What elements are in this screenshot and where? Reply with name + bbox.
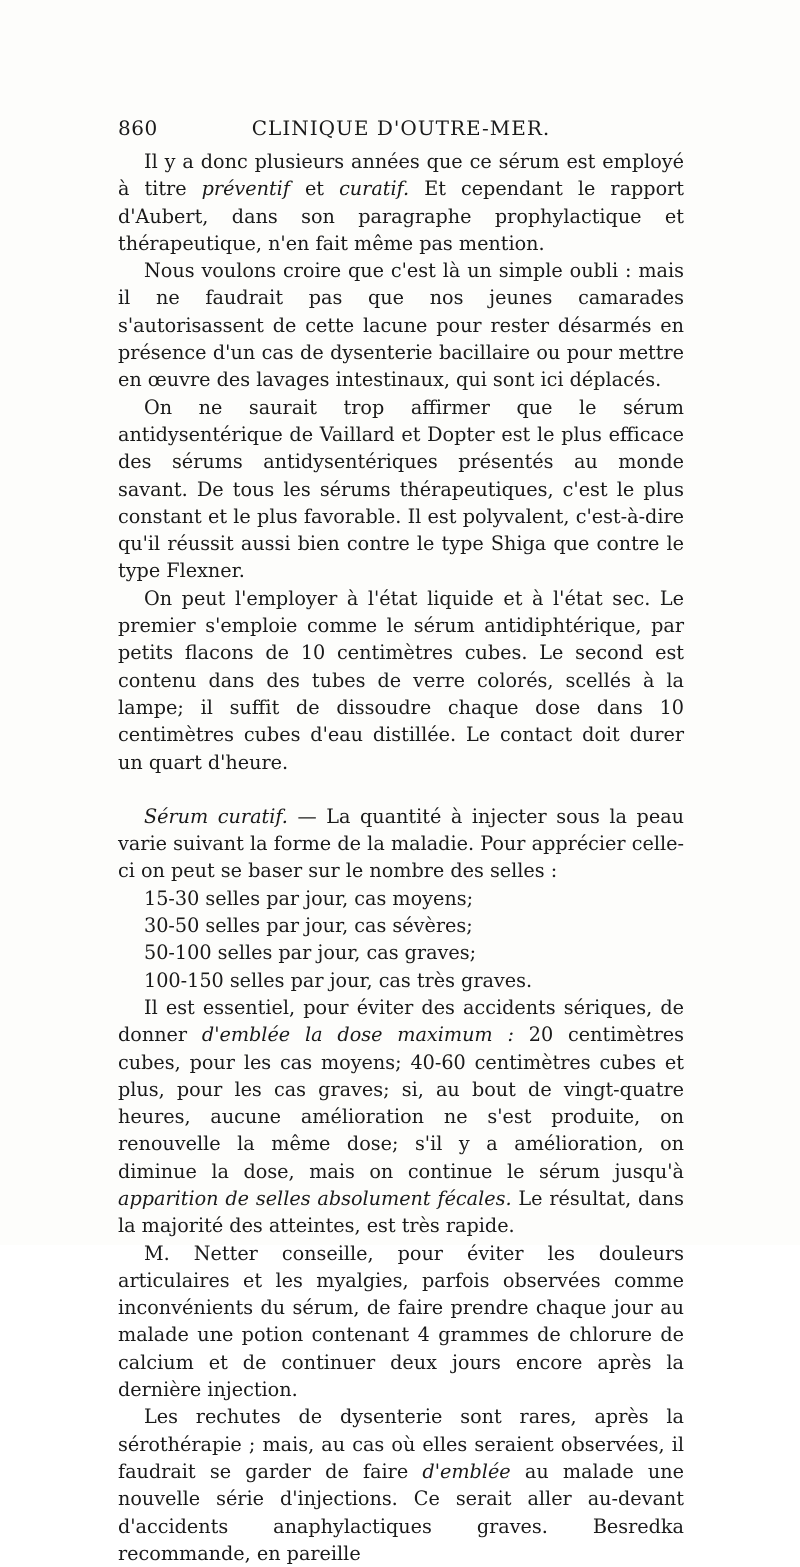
paragraph-1-italic-curatif: curatif.	[339, 177, 410, 201]
paragraph-2: Nous voulons croire que c'est là un simple oubli : mais il ne faudrait pas que nos jeunes camarades s'autorisassent de cette lacune pour rester désarmés en présence d'un cas de dysenterie bacillaire ou pour mettre en œuvre des lavages intestinaux, qui sont ici déplacés.	[118, 259, 684, 392]
page-number: 860	[118, 116, 158, 140]
paragraph-1	[118, 148, 684, 257]
paragraph-3: On ne saurait trop affirmer que le sérum antidysentérique de Vaillard et Dopter est le plus efficace des sérums antidysentériques présentés au monde savant. De tous les sérums thérapeutiques, c'est le plus constant et le plus favorable. Il est polyvalent, c'est-à-dire qu'il réussit aussi bien contre le type Shiga que contre le type Flexner.	[118, 395, 684, 583]
paragraph-1-italic-preventif: préventif	[201, 177, 290, 201]
paragraph-8-text-a: Les rechutes de dysenterie sont rares, après la sérothérapie ; mais, au cas où elles seraient observées, il faudrait se garder de faire	[118, 1405, 684, 1483]
paragraph-6-text-e: Le résultat, dans la majorité des atteintes, est très rapide.	[118, 1186, 684, 1238]
section-heading-serum-curatif: Sérum curatif.	[144, 804, 288, 828]
paragraph-8-italic-emblee: d'emblée	[422, 1459, 511, 1483]
list-item: 100-150 selles par jour, cas très graves.	[144, 968, 533, 992]
paragraph-5-text: — La quantité à injecter sous la peau varie suivant la forme de la maladie. Pour apprécier celle-ci on peut se baser sur le nombre des selles :	[118, 804, 684, 883]
list-item: 15-30 selles par jour, cas moyens;	[144, 886, 474, 910]
paragraph-6	[118, 994, 684, 1240]
paragraph-5	[118, 803, 684, 885]
running-title: CLINIQUE D'OUTRE-MER.	[251, 116, 551, 140]
paragraph-6-text-c: 20 centimètres cubes, pour les cas moyens; 40-60 centimètres cubes et plus, pour les cas graves; si, au bout de vingt-quatre heures, aucune amélioration ne s'est produite, on renouvelle la même dose; s'il y a amélioration, on diminue la dose, mais on continue le sérum jusqu'à	[118, 1023, 684, 1183]
paragraph-8-text-c: au malade une nouvelle série d'injections. Ce serait aller au-devant d'accidents anaphylactiques graves. Besredka recommande, en pareille	[118, 1459, 685, 1565]
stool-count-list	[118, 885, 684, 994]
body-text	[118, 148, 684, 1567]
list-item: 50-100 selles par jour, cas graves;	[144, 941, 477, 965]
page-header	[118, 116, 684, 146]
paragraph-6-italic-dose: d'emblée la dose maximum :	[201, 1023, 514, 1047]
paragraph-4: On peut l'employer à l'état liquide et à l'état sec. Le premier s'emploie comme le sérum antidiphtérique, par petits flacons de 10 centimètres cubes. Le second est contenu dans des tubes de verre colorés, scellés à la lampe; il suffit de dissoudre chaque dose dans 10 centimètres cubes d'eau distillée. Le contact doit durer un quart d'heure.	[118, 586, 684, 774]
paragraph-6-text-a: Il est essentiel, pour éviter des accidents sériques, de donner	[118, 995, 684, 1047]
paragraph-1-text-a: Il y a donc plusieurs années que ce sérum est employé à titre	[118, 150, 684, 201]
paragraph-7: M. Netter conseille, pour éviter les douleurs articulaires et les myalgies, parfois observées comme inconvénients du sérum, de faire prendre chaque jour au malade une potion contenant 4 grammes de chlorure de calcium et de continuer deux jours encore après la dernière injection.	[118, 1241, 684, 1402]
list-item: 30-50 selles par jour, cas sévères;	[144, 914, 473, 938]
paragraph-8	[118, 1403, 684, 1567]
paragraph-1-text-e: Et cependant le rapport d'Aubert, dans son paragraphe prophylactique et thérapeutique, n'en fait même pas mention.	[118, 177, 685, 255]
paragraph-6-italic-selles: apparition de selles absolument fécales.	[118, 1186, 512, 1210]
paragraph-1-text-c: et	[289, 177, 340, 201]
